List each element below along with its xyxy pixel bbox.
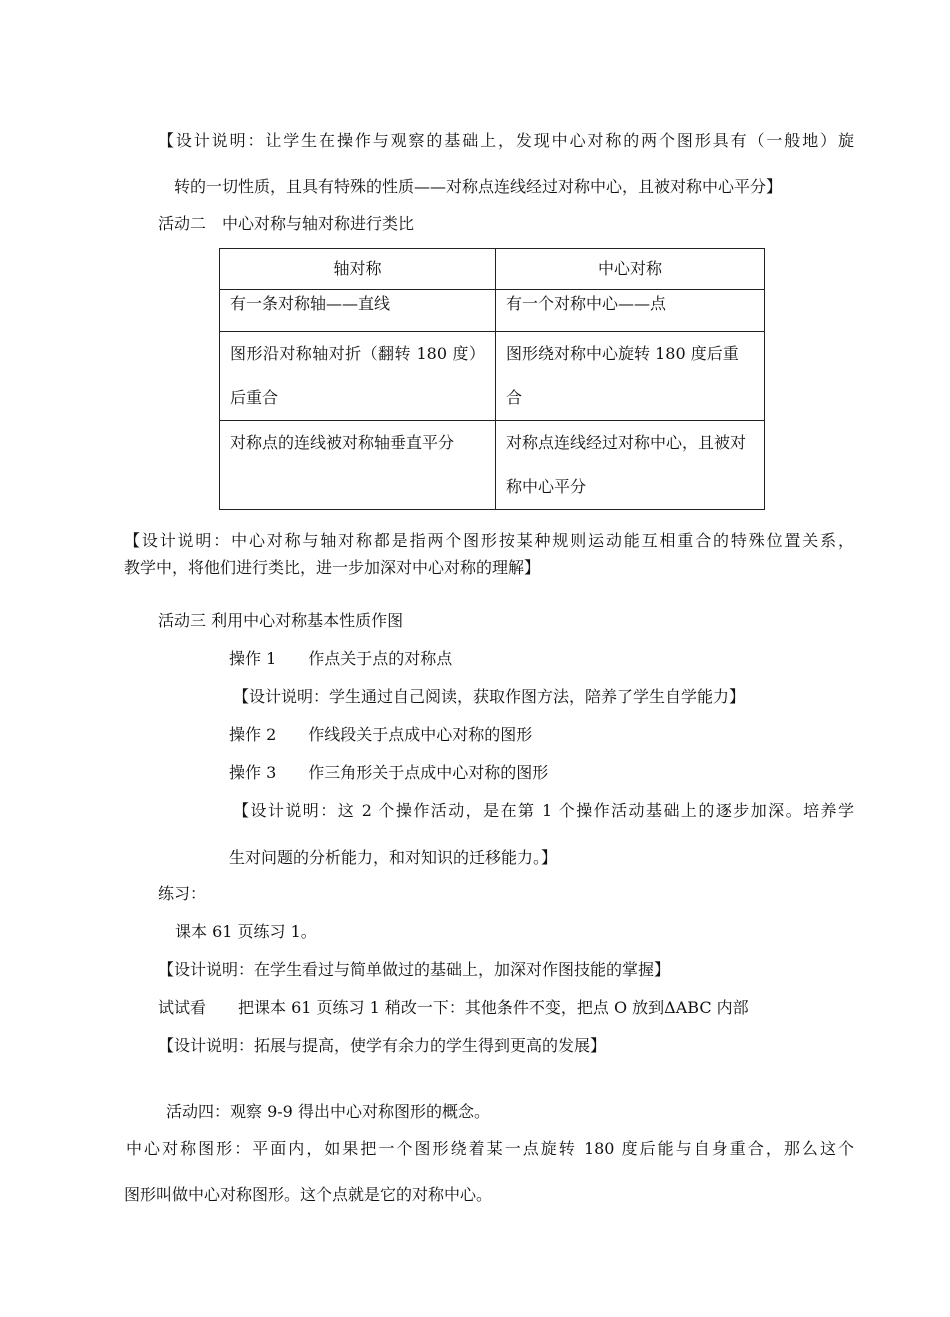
practice-label: 练习：: [158, 884, 207, 903]
operation-2: 操作 2 作线段关于点成中心对称的图形: [229, 725, 533, 744]
table-row: [220, 421, 765, 510]
definition-line-1: 中心对称图形：平面内，如果把一个图形绕着某一点旋转 180 度后能与自身重合，那么这个: [126, 1139, 854, 1158]
table-cell: 图形沿对称轴对折（翻转 180 度）后重合: [220, 332, 496, 421]
table-header-cell: 中心对称: [496, 249, 765, 290]
table-cell: 有一条对称轴——直线: [220, 290, 496, 332]
try-it: 试试看 把课本 61 页练习 1 稍改一下：其他条件不变，把点 O 放到ΔABC 内部: [158, 998, 749, 1017]
table-row: [220, 290, 765, 332]
design-note-2-line-2: 教学中，将他们进行类比，进一步加深对中心对称的理解】: [124, 558, 541, 577]
design-note-operations-line-2: 生对问题的分析能力，和对知识的迁移能力。】: [229, 848, 558, 867]
table-header-cell: 轴对称: [220, 249, 496, 290]
operation-3: 操作 3 作三角形关于点成中心对称的图形: [229, 763, 549, 782]
table-cell: 对称点的连线被对称轴垂直平分: [220, 421, 496, 510]
activity-3-title: 活动三 利用中心对称基本性质作图: [158, 611, 404, 630]
operation-1: 操作 1 作点关于点的对称点: [229, 649, 453, 668]
design-note-try: 【设计说明：拓展与提高，使学有余力的学生得到更高的发展】: [158, 1036, 607, 1055]
table-cell: 图形绕对称中心旋转 180 度后重合: [496, 332, 765, 421]
table-header-row: [220, 249, 765, 290]
table-cell: 对称点连线经过对称中心，且被对称中心平分: [496, 421, 765, 510]
table-row: [220, 332, 765, 421]
design-note-1-line-1: 【设计说明：让学生在操作与观察的基础上，发现中心对称的两个图形具有（一般地）旋: [158, 131, 854, 150]
design-note-1-line-2: 转的一切性质，且具有特殊的性质——对称点连线经过对称中心，且被对称中心平分】: [174, 177, 783, 196]
practice-item: 课本 61 页练习 1。: [175, 922, 317, 941]
design-note-operation-1: 【设计说明：学生通过自己阅读，获取作图方法，陪养了学生自学能力】: [233, 687, 746, 706]
design-note-practice: 【设计说明：在学生看过与简单做过的基础上，加深对作图技能的掌握】: [158, 960, 671, 979]
activity-2-title: 活动二 中心对称与轴对称进行类比: [158, 214, 415, 233]
definition-line-2: 图形叫做中心对称图形。这个点就是它的对称中心。: [124, 1185, 493, 1204]
comparison-table: [219, 248, 765, 510]
activity-4-title: 活动四：观察 9-9 得出中心对称图形的概念。: [166, 1102, 490, 1121]
design-note-2-line-1: 【设计说明：中心对称与轴对称都是指两个图形按某种规则运动能互相重合的特殊位置关系，: [124, 531, 854, 550]
design-note-operations-line-1: 【设计说明：这 2 个操作活动，是在第 1 个操作活动基础上的逐步加深。培养学: [233, 801, 854, 820]
table-cell: 有一个对称中心——点: [496, 290, 765, 332]
